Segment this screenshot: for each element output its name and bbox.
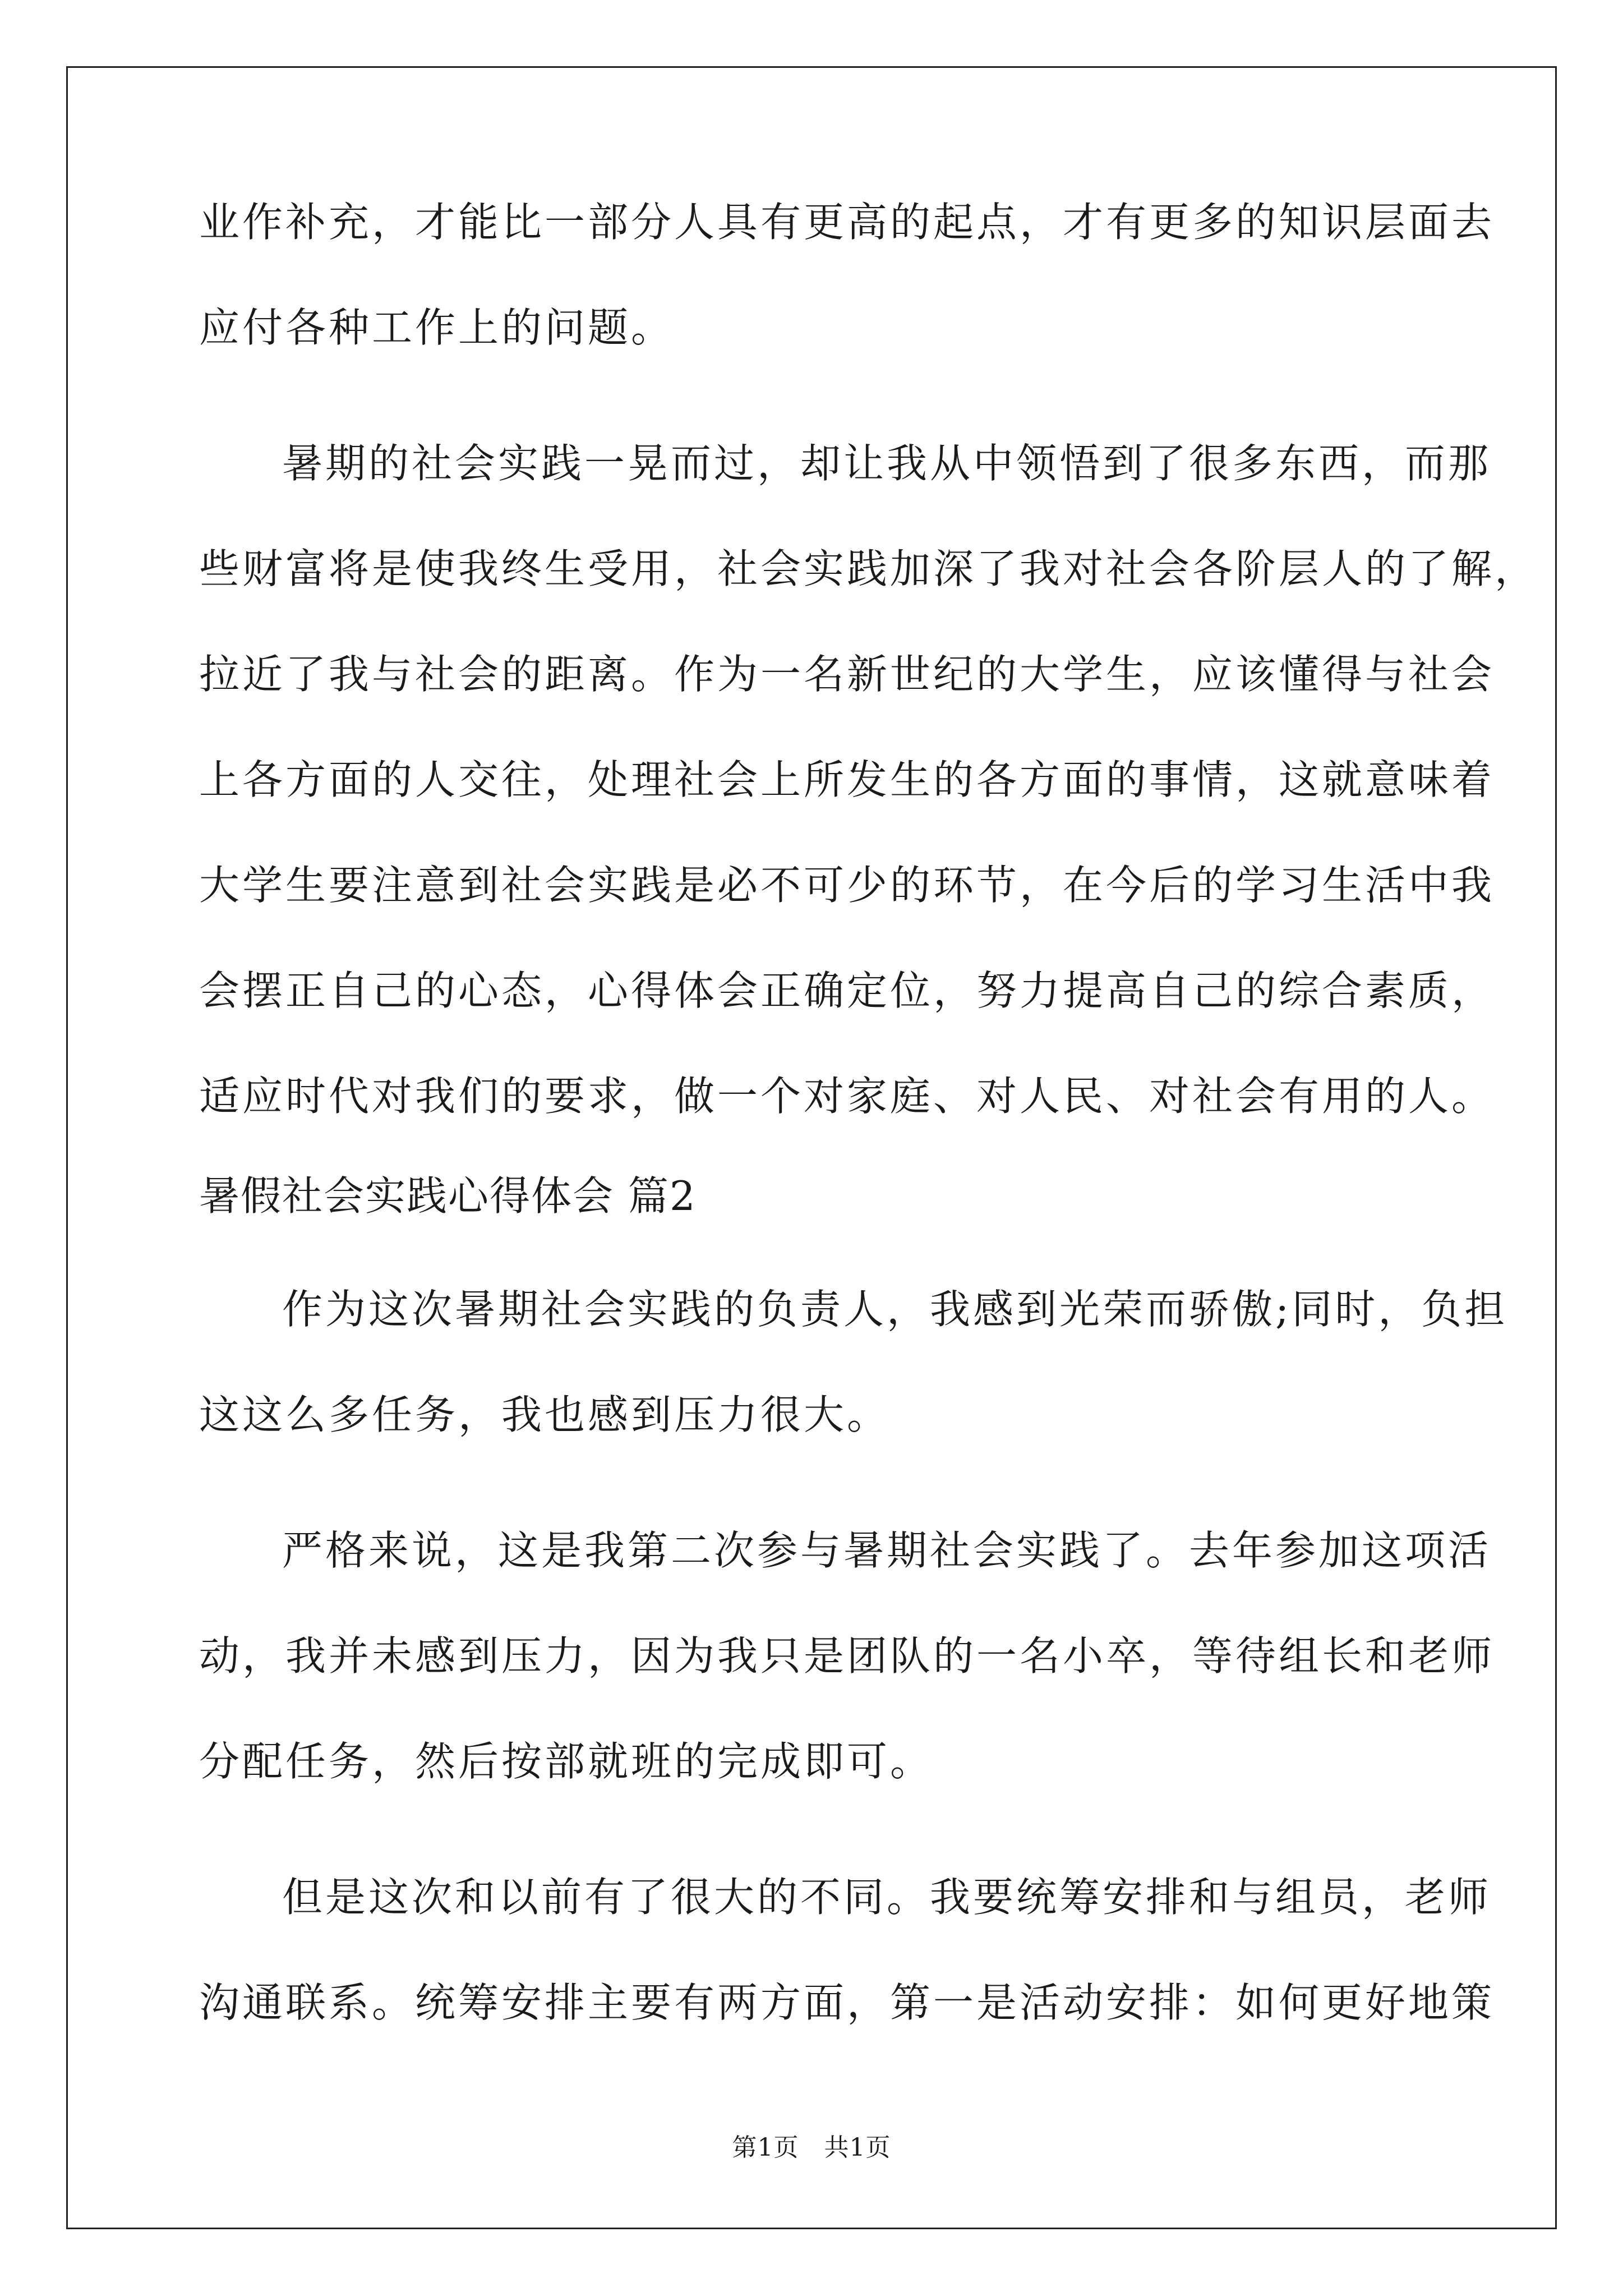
text-line: 应付各种工作上的问题。 — [199, 304, 675, 351]
text-line: 会摆正自己的心态，心得体会正确定位，努力提高自己的综合素质， — [199, 967, 1495, 1014]
text-line: 适应时代对我们的要求，做一个对家庭、对人民、对社会有用的人。 — [199, 1073, 1495, 1120]
text-line: 动，我并未感到压力，因为我只是团队的一名小卒，等待组长和老师 — [199, 1632, 1495, 1680]
text-line: 业作补充，才能比一部分人具有更高的起点，才有更多的知识层面去 — [199, 199, 1495, 246]
text-line: 拉近了我与社会的距离。作为一名新世纪的大学生，应该懂得与社会 — [199, 651, 1495, 698]
text-line: 沟通联系。统筹安排主要有两方面，第一是活动安排：如何更好地策 — [199, 1979, 1495, 2026]
paragraph-first-line: 作为这次暑期社会实践的负责人，我感到光荣而骄傲;同时，负担 — [282, 1286, 1508, 1333]
text-line: 分配任务，然后按部就班的完成即可。 — [199, 1738, 934, 1785]
text-line: 上各方面的人交往，处理社会上所发生的各方面的事情，这就意味着 — [199, 756, 1495, 803]
paragraph-first-line: 但是这次和以前有了很大的不同。我要统筹安排和与组员，老师 — [282, 1874, 1492, 1921]
text-line: 大学生要注意到社会实践是必不可少的环节，在今后的学习生活中我 — [199, 862, 1495, 909]
paragraph-first-line: 暑期的社会实践一晃而过，却让我从中领悟到了很多东西，而那 — [282, 440, 1492, 487]
paragraph-first-line: 严格来说，这是我第二次参与暑期社会实践了。去年参加这项活 — [282, 1527, 1492, 1574]
section-heading: 暑假社会实践心得体会 篇2 — [199, 1172, 697, 1220]
text-line: 些财富将是使我终生受用，社会实践加深了我对社会各阶层人的了解， — [199, 545, 1538, 592]
page-number-footer: 第1页 共1页 — [732, 2133, 891, 2162]
text-line: 这这么多任务，我也感到压力很大。 — [199, 1391, 891, 1438]
